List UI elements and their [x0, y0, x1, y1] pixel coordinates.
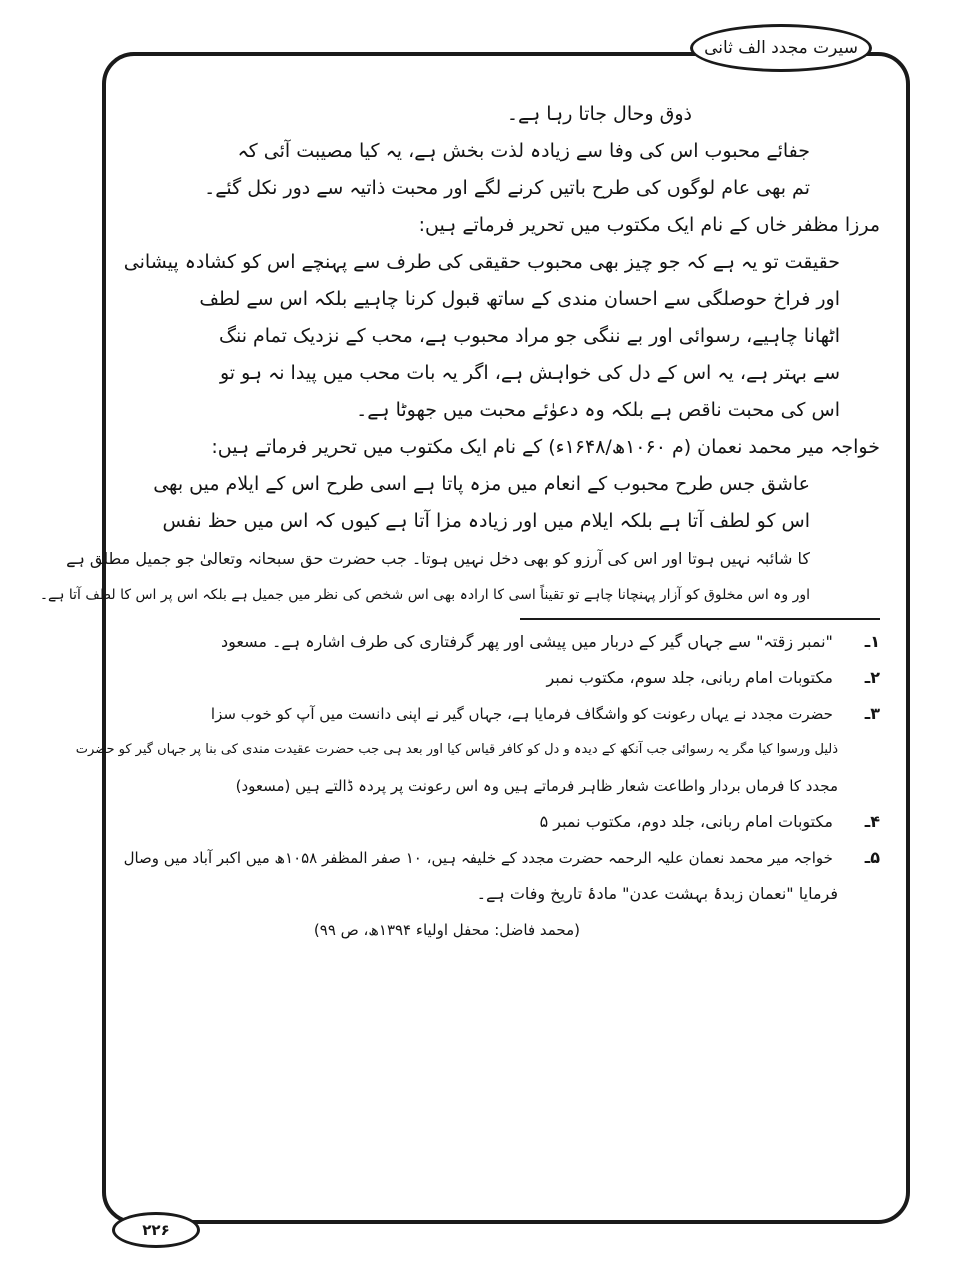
footnote-item: [123, 840, 880, 876]
header-title-badge: [690, 24, 872, 72]
footnote-number: ۳ـ: [864, 704, 880, 723]
body-line: ذوق وحال جاتا رہا ہے۔: [506, 103, 692, 125]
body-line: اس کو لطف آتا ہے بلکہ ایلام میں اور زیادہ مزا آتا ہے کیوں کہ اس میں حظ نفس: [162, 510, 810, 532]
footnote-text: خواجہ میر محمد نعمان علیہ الرحمہ حضرت مجدد کے خلیفہ ہیں، ۱۰ صفر المظفر ۱۰۵۸ھ میں اکبر آباد میں وصال: [123, 849, 833, 867]
footnote-item: [150, 624, 880, 660]
header-title: سیرت مجدد الف ثانی: [704, 38, 858, 58]
footnote-text: مکتوبات امام ربانی، جلد دوم، مکتوب نمبر ۵: [539, 812, 833, 831]
footnote-item: [150, 804, 880, 840]
body-line: حقیقت تو یہ ہے کہ جو چیز بھی محبوب حقیقی کی طرف سے پہنچے اس کو کشادہ پیشانی: [123, 251, 840, 273]
footnote-number: ۵ـ: [864, 848, 880, 867]
body-line: اور وہ اس مخلوق کو آزار پہنچانا چاہے تو تقیناً اسی کا ارادہ بھی اس شخص کی نظر میں جمیل ہے بلکہ اس پر اس کا لطف آتا ہے۔: [39, 587, 810, 603]
page-content: [39, 96, 880, 948]
citation: (محمد فاضل: محفل اولیاء ۱۳۹۴ھ، ص ۹۹): [313, 921, 580, 939]
footnote-text: حضرت مجدد نے یہاں رعونت کو واشگاف فرمایا ہے، جہاں گیر نے اپنی دانست میں آپ کو خوب سزا: [210, 705, 833, 723]
page-number: ۲۲۶: [142, 1221, 170, 1239]
body-line: عاشق جس طرح محبوب کے انعام میں مزہ پاتا ہے اسی طرح اس کے ایلام میں بھی: [153, 473, 810, 495]
body-line: جفائے محبوب اس کی وفا سے زیادہ لذت بخش ہے، یہ کیا مصیبت آئی کہ: [237, 140, 810, 162]
footnote-text: "نمبر زقتہ" سے جہاں گیر کے دربار میں پیشی اور پھر گرفتاری کی طرف اشارہ ہے۔ مسعود: [220, 632, 833, 651]
footnote-number: ۴ـ: [864, 812, 880, 831]
body-line: مرزا مظفر خاں کے نام ایک مکتوب میں تحریر فرماتے ہیں:: [418, 214, 880, 236]
body-line: خواجہ میر محمد نعمان (م ۱۰۶۰ھ/۱۶۴۸ء) کے نام ایک مکتوب میں تحریر فرماتے ہیں:: [211, 436, 880, 458]
footnote-text: مکتوبات امام ربانی، جلد سوم، مکتوب نمبر: [546, 668, 833, 687]
footnotes: [75, 624, 880, 948]
body-text: [39, 96, 880, 614]
footnote-number: ۱ـ: [864, 632, 880, 651]
body-line: سے بہتر ہے، یہ اس کے دل کی خواہش ہے، اگر یہ بات محب میں پیدا نہ ہو تو: [219, 362, 840, 384]
footnote-divider: [520, 618, 880, 620]
footnote-item: [150, 696, 880, 732]
body-line: اس کی محبت ناقص ہے بلکہ وہ دعوٰئے محبت میں جھوٹا ہے۔: [356, 399, 840, 421]
footnote-continuation: مجدد کا فرماں بردار واطاعت شعار ظاہر فرماتے ہیں وہ اس رعونت پر پردہ ڈالتے ہیں (مسعود): [235, 777, 838, 795]
footnote-continuation: فرمایا "نعمان زبدۂ بہشت عدن" مادۂ تاریخ وفات ہے۔: [476, 884, 838, 903]
body-line: کا شائبہ نہیں ہوتا اور اس کی آرزو کو بھی دخل نہیں ہوتا۔ جب حضرت حق سبحانہ وتعالیٰ جو جمیل مطلق ہے: [66, 549, 810, 568]
body-line: تم بھی عام لوگوں کی طرح باتیں کرنے لگے اور محبت ذاتیہ سے دور نکل گئے۔: [204, 177, 810, 199]
body-line: اٹھانا چاہیے، رسوائی اور بے ننگی جو مراد محبوب ہے، محب کے نزدیک تمام ننگ: [218, 325, 840, 347]
footnote-number: ۲ـ: [864, 668, 880, 687]
footnote-item: [150, 660, 880, 696]
footnote-continuation: ذلیل ورسوا کیا مگر یہ رسوائی جب آنکھ کے دیدہ و دل کو کافر قیاس کیا اور بعد ہی جب حضرت عقیدت مندی کی بنا پر جہاں گیر کو حضرت: [75, 742, 838, 757]
page-number-badge: [112, 1212, 200, 1248]
body-line: اور فراخ حوصلگی سے احسان مندی کے ساتھ قبول کرنا چاہیے بلکہ اس سے لطف: [199, 288, 840, 310]
